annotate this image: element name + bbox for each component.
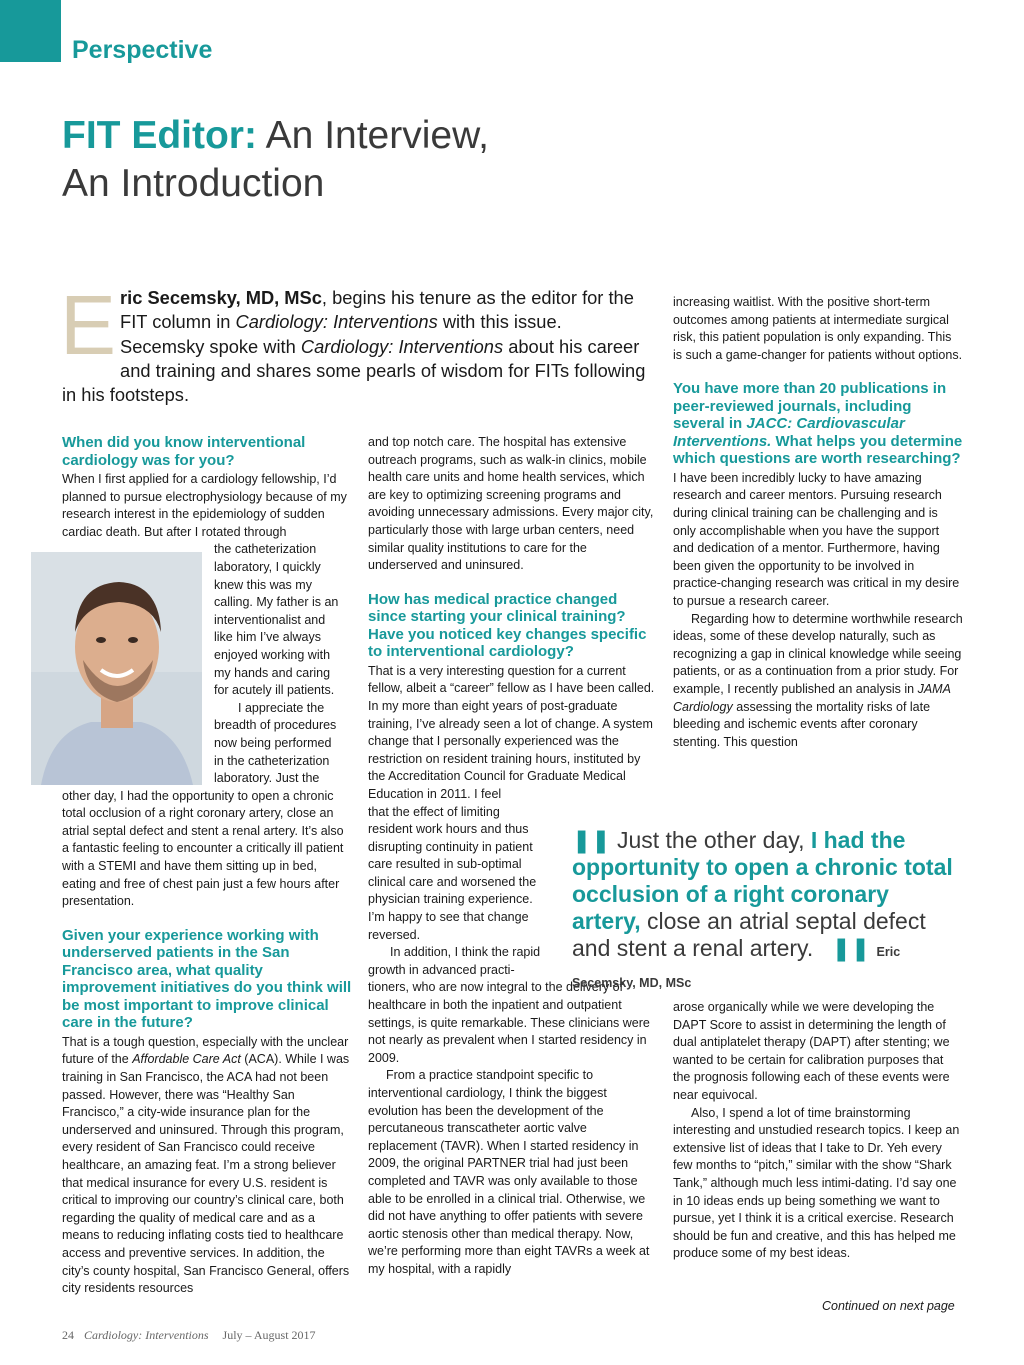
title-line2: An Introduction <box>62 162 325 205</box>
side-line: the catheterization <box>214 542 317 557</box>
page-footer <box>62 1328 326 1343</box>
drop-cap: E <box>60 278 117 372</box>
article-title <box>62 112 682 208</box>
answer-4-paragraph-2 <box>673 611 963 752</box>
answer-3-paragraph-4: From a practice standpoint specific to interventional cardiology, I think the biggest evolution has been the development of the percutaneous transcatheter aortic valve replacement (TAVR). When I started residency in 2009, the original PARTNER trial had just been completed and TAVR was only available to those able to be enrolled in a clinical trial. Otherwise, we did not have anything to offer patients with severe aortic stenosis other than medical therapy. Now, we’re performing more than eight TAVRs a week at my hospital, with a rapidly <box>368 1068 650 1276</box>
narrow-line: growth in advanced practi- <box>368 962 515 977</box>
pull-quote-attribution: Eric Secemsky, MD, MSc <box>572 945 901 990</box>
answer-4-journal: JAMA Cardiology <box>673 682 951 714</box>
answer-4-paragraph-1: I have been incredibly lucky to have amazing research and career mentors. Pursuing research during clinical training can be challenging and is only accomplishable when you have the support and dedication of a mentor. Furthermore, having been given the opportunity to be involved in practice-changing research was critical in my desire to pursue a research career. <box>673 470 960 609</box>
side-line: knew this was my <box>214 577 312 592</box>
page-number: 24 <box>62 1328 74 1342</box>
pull-quote-lead: Just the other day, <box>616 827 811 853</box>
answer-3-continued: tioners, who are now integral to the delivery of healthcare in both the inpatient and outpatient settings, is quite remarkable. These clinicians were not nearly as prevalent when I started residency in 2009. <box>368 980 650 1065</box>
question-4-text-b: What helps you determine which questions are worth researching? <box>673 432 963 468</box>
continued-notice: Continued on next page <box>822 1299 955 1313</box>
side-line: now being performed <box>214 735 332 750</box>
pull-quote-rest: close an atrial septal defect and stent a renal artery. <box>572 908 926 961</box>
narrow-line: that the effect of limiting <box>368 804 500 819</box>
answer-2-paragraph <box>62 1034 352 1298</box>
intro-journal-2: Cardiology: Interventions <box>300 335 504 357</box>
side-line: for acutely ill patients. <box>214 683 335 698</box>
answer-1-side-text <box>214 541 352 787</box>
narrow-line: reversed. <box>368 927 421 942</box>
narrow-line: disrupting continuity in patient <box>368 839 533 854</box>
answer-4-continued: arose organically while we were developing the DAPT Score to assist in determining the length of dual antiplatelet therapy (DAPT) after stenting; we wanted to be certain for calibration purposes that the prognosis following each of these events were near equivocal. <box>673 1000 950 1102</box>
section-label: Perspective <box>72 36 213 64</box>
intro-journal-1: Cardiology: Interventions <box>235 311 438 333</box>
side-line: enjoyed working with <box>214 647 331 662</box>
side-line: in the catheterization <box>214 753 330 768</box>
intro-paragraph <box>60 278 650 407</box>
portrait-illustration <box>31 552 202 785</box>
narrow-line: resident work hours and thus <box>368 822 529 837</box>
answer-3-paragraph: That is a very interesting question for a current fellow, albeit a “career” fellow as I have been called. In my more than eight years of post-graduate training, I’ve already seen a lot of change. A system change that I personally experienced was the restriction on resident training hours, instituted by the Accreditation Council for Graduate Medical <box>368 663 655 784</box>
intro-text-1: , begins his tenure as the editor for the FIT column in <box>120 287 634 333</box>
question-2: Given your experience working with underserved patients in the San Francisco area, what quality improvement initiatives do you think will be most important to improve clinical care in the future? <box>62 926 352 1032</box>
question-3: How has medical practice changed since starting your clinical training? Have you noticed key changes specific to interventional cardiology? <box>368 590 647 661</box>
answer-2-text-a: That is a tough question, especially with the unclear future of the <box>62 1034 349 1067</box>
author-photo <box>31 552 202 785</box>
answer-4-paragraph-3: Also, I spend a lot of time brainstorming interesting and unstudied research topics. I keep an extensive list of ideas that I take to Dr. Yeh every few months to “pitch,” similar with the show “Shark Tank,” although much less intimi-dating. I’d say one in 10 ideas ends up being something we want to pursue, yet I think it is a critical exercise. Research should be fun and creative, and this has helped me produce some of my best ideas. <box>673 1105 960 1261</box>
narrow-line: In addition, I think the rapid <box>390 945 541 960</box>
question-4 <box>673 380 963 468</box>
column-3-lower <box>673 999 963 1263</box>
answer-4-text-b: assessing the mortality risks of late bleeding and ischemic events after coronary stenting. This question <box>673 699 931 749</box>
pull-quote-emphasis: I had the opportunity to open a chronic total occlusion of a right coronary artery, <box>572 827 953 934</box>
answer-2-text-b: (ACA). While I was training in San Francisco, the ACA had not been passed. However, there was “Healthy San Francisco,” a city-wide insurance plan for the underserved and uninsured. Through this program, every resident of San Francisco could receive healthcare, an amazing feat. I’m a strong believer that medical insurance for every U.S. resident is critical to improving our country’s clinical care, both regarding the quality of medical care and as a means to reducing inflating costs tied to healthcare access and preventive services. In addition, the city’s county hospital, San Francisco General, offers city residents resources <box>62 1052 350 1296</box>
title-line1: An Interview, <box>256 114 489 157</box>
side-line: interventionalist and <box>214 612 326 627</box>
answer-4-text-a: Regarding how to determine worthwhile research ideas, some of these develop naturally, such as recognizing a gap in clinical knowledge while seeing patients, or as a continuation from a prior study. For example, I recently published an analysis in <box>673 611 963 696</box>
side-line: calling. My father is an <box>214 595 339 610</box>
section-tab-block <box>0 0 61 62</box>
intro-text-2: with this issue. Secemsky spoke with <box>120 311 562 357</box>
question-1: When did you know interventional cardiology was for you? <box>62 434 306 469</box>
close-quote-mark: ❚❚ <box>831 935 871 961</box>
title-lead: FIT Editor: <box>62 114 257 157</box>
side-line: like him I’ve always <box>214 630 321 645</box>
narrow-line: Education in 2011. I feel <box>368 786 502 801</box>
narrow-line: I’m happy to see that change <box>368 910 529 925</box>
answer-2-italic: Affordable Care Act <box>132 1052 241 1067</box>
side-line: laboratory, I quickly <box>214 559 321 574</box>
intro-name: ric Secemsky, MD, MSc <box>120 287 322 308</box>
question-4-text-a: You have more than 20 publications in peer-reviewed journals, including several in <box>673 380 947 433</box>
column-3-paragraph-1: increasing waitlist. With the positive short-term outcomes among patients at intermediate surgical risk, this patient population is only expanding. This is such a game-changer for patients without options. <box>673 295 963 362</box>
narrow-line: care resulted in sub-optimal <box>368 857 522 872</box>
column-3 <box>673 294 963 751</box>
question-4-journal: JACC: Cardiovascular Interventions. <box>673 415 905 450</box>
side-line: laboratory. Just the <box>214 771 320 786</box>
open-quote-mark: ❚❚ <box>572 827 611 853</box>
narrow-line: physician training experience. <box>368 892 533 907</box>
column-2-paragraph-1: and top notch care. The hospital has extensive outreach programs, such as walk-in clinics, mobile health care units and home health services, which are key to optimizing screening programs and avoiding unnecessary admissions. Every major city, particularly those with large urban centers, need similar quality institutions to care for the underserved and uninsured. <box>368 435 654 573</box>
answer-1-continued: other day, I had the opportunity to open a chronic total occlusion of a right coronary artery, close an atrial septal defect and stent a renal artery. It’s also a fantastic feeling to encounter a critically ill patient with a STEMI and have them sitting up in bed, eating and free of chest pain just a few hours after presentation. <box>62 788 344 909</box>
journal-name: Cardiology: Interventions <box>84 1328 209 1342</box>
pull-quote <box>572 827 962 997</box>
issue-date: July – August 2017 <box>222 1328 316 1342</box>
intro-text-3: about his career and training and shares some pearls of wisdom for FITs following in his footsteps. <box>62 335 646 406</box>
answer-1-paragraph: When I first applied for a cardiology fellowship, I’d planned to pursue electrophysiology because of my research interest in the epidemiology of sudden cardiac death. But after I rotated through <box>62 472 347 539</box>
narrow-line: clinical care and worsened the <box>368 874 537 889</box>
side-line: breadth of procedures <box>214 718 337 733</box>
side-line: I appreciate the <box>238 700 325 715</box>
side-line: my hands and caring <box>214 665 331 680</box>
